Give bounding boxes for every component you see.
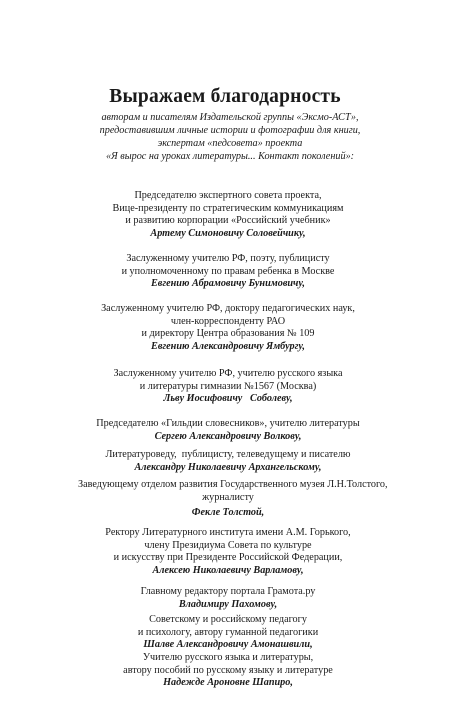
acknowledgement-entry — [78, 368, 378, 406]
entry-name: Надежде Ароновне Шапиро, — [163, 677, 293, 688]
entry-line: Вице-президенту по стратегическим коммуникациям — [112, 202, 344, 214]
entry-line: и развитию корпорации «Российский учебник» — [125, 215, 331, 226]
entry-line: автору пособий по русскому языку и литературе — [123, 664, 333, 676]
entry-line: Заведующему отделом развития Государственного музея Л.Н.Толстого, — [78, 479, 388, 490]
entry-line: Заслуженному учителю РФ, учителю русского языка — [113, 368, 343, 379]
entry-line: и литературы гимназии №1567 (Москва) — [139, 380, 317, 392]
entry-line: члену Президиума Совета по культуре — [144, 539, 312, 551]
entry-name: Шалве Александровичу Амонашвили, — [143, 639, 313, 650]
entry-name: Алексею Николаевичу Варламову, — [152, 564, 304, 576]
intro-line: экспертам «педсовета» проекта — [157, 138, 303, 149]
acknowledgement-entry — [78, 303, 378, 353]
entry-name: Льву Иосифовичу Соболеву, — [163, 393, 293, 404]
intro-line: предоставившим личные истории и фотографии для книги, — [99, 125, 361, 136]
acknowledgement-entry — [78, 614, 378, 652]
entry-line: и уполномоченному по правам ребенка в Москве — [121, 265, 335, 277]
entry-line: Учителю русского языка и литературы, — [142, 652, 314, 663]
entry-line: и психологу, автору гуманной педагогики — [137, 626, 319, 638]
acknowledgement-entry — [78, 190, 378, 240]
entry-line: член-корреспонденту РАО — [170, 315, 286, 327]
acknowledgement-entry — [78, 253, 378, 291]
entry-name: Артему Симоновичу Соловейчику, — [150, 227, 306, 239]
acknowledgement-entry — [78, 479, 388, 520]
acknowledgement-entry — [78, 652, 378, 690]
page-title: Выражаем благодарность — [109, 86, 341, 107]
entry-name: Владимиру Пахомову, — [178, 598, 278, 610]
entry-line: Заслуженному учителю РФ, поэту, публицисту — [126, 253, 330, 264]
entry-name: Сергею Александровичу Волкову, — [154, 430, 302, 442]
intro-line: авторам и писателям Издательской группы «Эксмо-АСТ», — [101, 112, 359, 123]
entry-line: Советскому и российскому педагогу — [149, 614, 307, 625]
acknowledgement-entry — [78, 586, 378, 611]
entry-line: журналисту — [202, 491, 254, 503]
entry-line: Заслуженному учителю РФ, доктору педагогических наук, — [101, 303, 355, 314]
entry-name: Евгению Александровичу Ямбургу, — [151, 340, 305, 352]
entry-line: Главному редактору портала Грамота.ру — [140, 586, 316, 597]
entry-line: Ректору Литературного института имени А.М. Горького, — [105, 527, 351, 538]
intro-paragraph — [70, 111, 390, 163]
intro-line: «Я вырос на уроках литературы... Контакт поколений»: — [105, 151, 355, 162]
acknowledgement-entry — [78, 449, 378, 474]
entry-line: Литературоведу, публицисту, телеведущему и писателю — [105, 449, 351, 460]
acknowledgement-entry — [78, 418, 378, 443]
entry-line: и директору Центра образования № 109 — [141, 328, 315, 339]
acknowledgement-entry — [78, 527, 378, 577]
entry-name: Фекле Толстой, — [191, 507, 265, 518]
entry-line: и искусству при Президенте Российской Федерации, — [113, 552, 343, 563]
entry-line: Председателю «Гильдии словесников», учителю литературы — [96, 418, 360, 429]
entry-name: Евгению Абрамовичу Бунимовичу, — [151, 278, 305, 289]
entry-name: Александру Николаевичу Архангельскому, — [134, 461, 322, 473]
entry-line: Председателю экспертного совета проекта, — [134, 190, 322, 201]
